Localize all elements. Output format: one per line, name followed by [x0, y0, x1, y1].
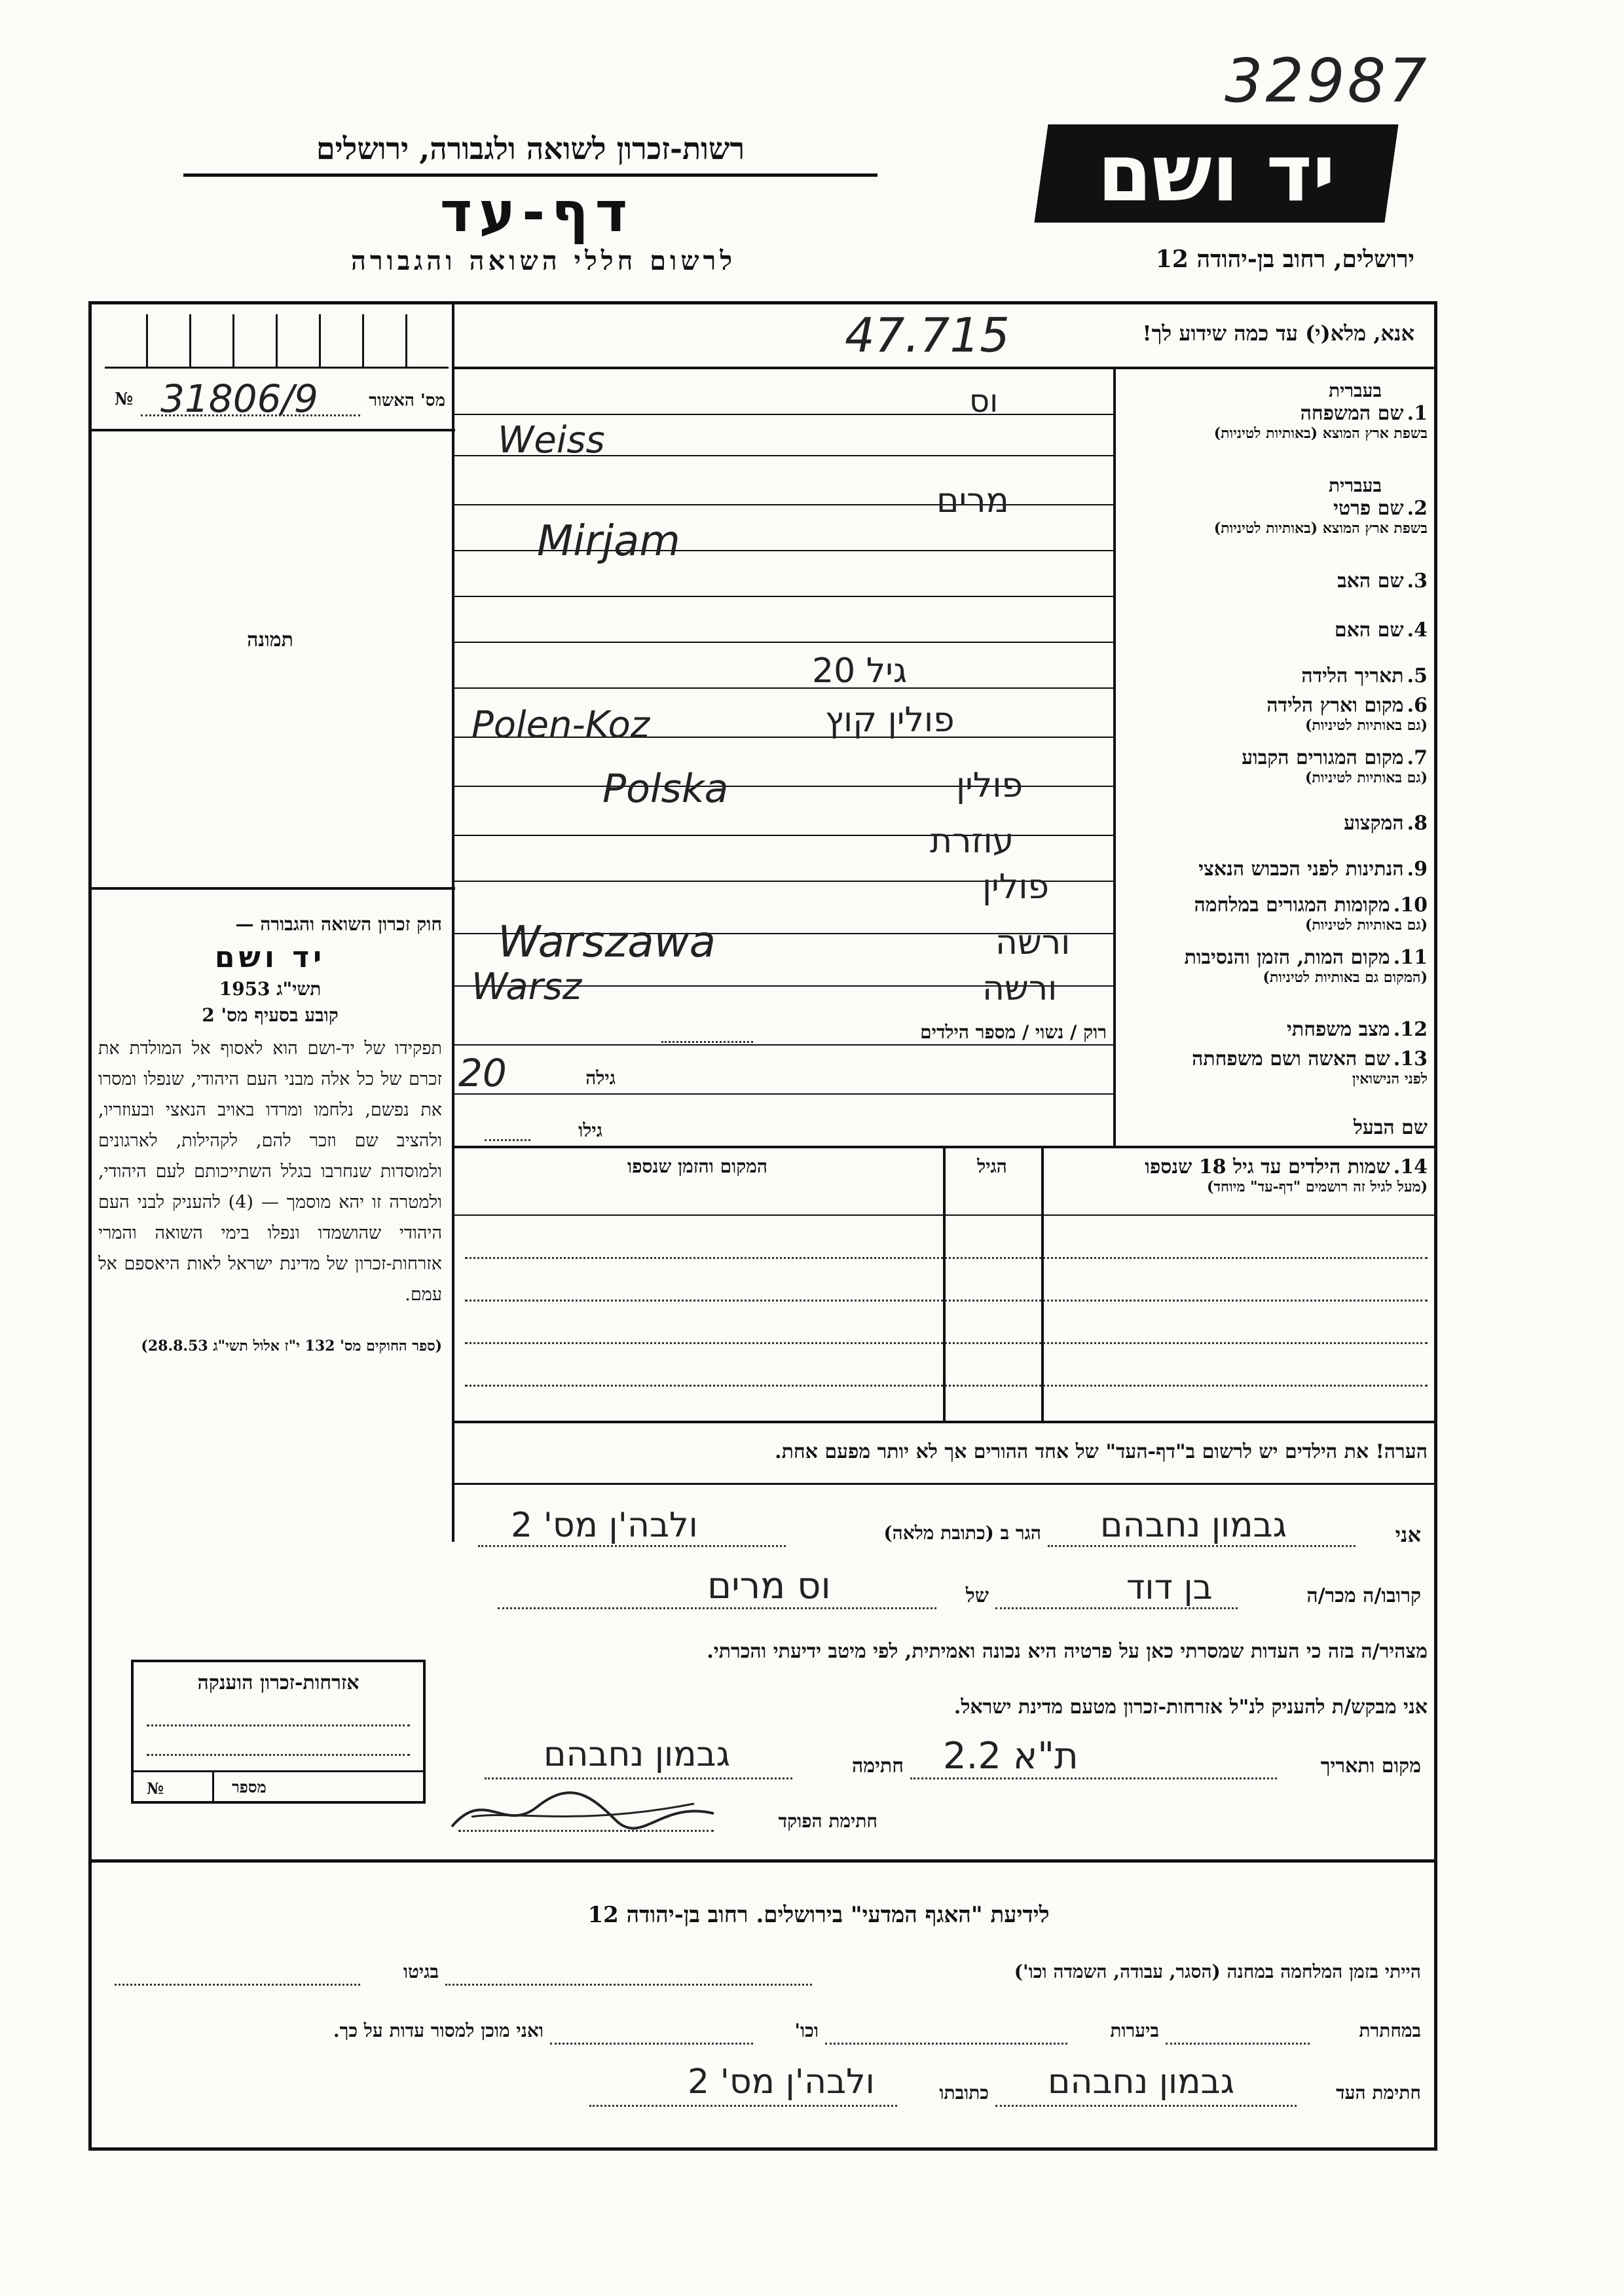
- law-box: [98, 913, 442, 1357]
- registration-no-mark: №: [115, 390, 134, 409]
- children-col-age: הגיל: [977, 1156, 1007, 1177]
- footer-address-value[interactable]: ולבה'ן מס' 2: [688, 2062, 875, 2102]
- q4-label: 4. שם האם: [1334, 619, 1428, 642]
- left-column-divider: [452, 301, 454, 1542]
- registration-number[interactable]: 31806/9: [160, 376, 318, 421]
- footer-witness-value[interactable]: גבמון נחבהם: [1048, 2062, 1235, 2102]
- footer-title: לידיעת "האגף המדעי" בירושלים. רחוב בן-יהודה 12: [587, 1902, 1050, 1928]
- decl-lives-value[interactable]: ולבה'ן מס' 2: [511, 1506, 698, 1545]
- children-col-place: המקום והזמן שנספו: [627, 1156, 767, 1177]
- law-title: חוק זכרון השואה והגבורה —: [235, 913, 442, 935]
- decl-statement: מצהיר/ה בזה כי העדות שמסרתי כאן על פרטיה היא נכונה ואמיתית, לפי מיטב ידיעתי והכרתי.: [707, 1640, 1428, 1663]
- law-text: תפקידו של יד-ושם הוא לאסוף אל המולדת את זכרם של כל אלה מבני העם היהודי, שנפלו ומסרו את נפשם, נלחמו ומרדו באויב הנאצי ובעוזריו, ולהציב שם וזכר להם, לקהילות, לארגונים ולמוסדות שנחרבו בגלל השתייכותם לעם היהודי, ולמטרה זו יהא מוסמך — (4) להעניק לבני העם היהודי שהושמדו ונפלו בימי השואה והמרי אזרחות-זכרון של מדינת ישראל לאות היאספם אל עמם.: [98, 1038, 442, 1305]
- q12-label: 12. מצב משפחתי: [1287, 1018, 1428, 1041]
- decl-of-label: של: [965, 1584, 989, 1607]
- q7-label: 7. מקום המגורים הקבוע (גם באותיות לטיניות): [1242, 746, 1428, 786]
- decl-relative-label: קרובו/ה מכר/ה: [1306, 1584, 1421, 1607]
- file-number: 32987: [1225, 46, 1430, 116]
- handwritten-top-number: 47.715: [845, 308, 1010, 363]
- q13-label: 13. שם האשה ושם משפחתה לפני הנישואין: [1192, 1048, 1428, 1087]
- q7-value-latin[interactable]: Polska: [602, 766, 729, 812]
- q10-label: 10. מקומות המגורים במלחמה (גם באותיות לטיניות): [1194, 894, 1428, 934]
- law-source: (ספר החוקים מס' 132 י"ז אלול תשי"ג 28.8.53): [141, 1338, 442, 1355]
- q10-value-latin[interactable]: Warszawa: [498, 917, 716, 967]
- registration-row: [115, 376, 445, 422]
- citizenship-box: [131, 1660, 426, 1804]
- q6-label: 6. מקום וארץ הלידה (גם באותיות לטיניות): [1266, 694, 1428, 734]
- instruction-bottom-line: [452, 367, 1437, 369]
- law-clause: קובע בסעיף מס' 2: [202, 1004, 339, 1026]
- footer-address-label: כתובתו: [939, 2082, 989, 2104]
- citizenship-no-mark: №: [147, 1779, 164, 1798]
- q2-value-latin[interactable]: Mirjam: [537, 517, 680, 566]
- registration-tick-boxes: [105, 314, 449, 369]
- decl-lives-label: הגר ב (כתובת מלאה): [883, 1522, 1041, 1544]
- q9-label: 9. הנתינות לפני הכבוש הנאצי: [1198, 858, 1428, 881]
- decl-place-date-value[interactable]: ת"א 2.2: [943, 1735, 1079, 1777]
- footer-etc-label: וכו': [794, 2020, 819, 2041]
- org-line: רשות-זכרון לשואה ולגבורה, ירושלים: [316, 131, 745, 166]
- husband-label: שם הבעל: [1353, 1116, 1428, 1139]
- q12-status-options[interactable]: רוק / נשוי / מספר הילדים: [920, 1021, 1107, 1043]
- page-subtitle: לרשום חללי השואה והגבורה: [350, 246, 737, 276]
- law-logo: יד ושם: [214, 941, 326, 974]
- q2-label: בעברית 2. שם פרטי בשפת ארץ המוצא (באותיות לטיניות): [1213, 475, 1428, 537]
- q11-value-latin[interactable]: Warsz: [471, 966, 582, 1008]
- q1-value-hebrew[interactable]: וס: [969, 383, 999, 420]
- citizenship-number-label: מספר: [232, 1777, 267, 1796]
- footer-testify-label: ואני מוכן למסור עדות על כך.: [333, 2020, 544, 2041]
- decl-officer-label: חתימת הפוקד: [778, 1810, 877, 1832]
- decl-request: אני מבקש/ת להעניק לנ"ל אזרחות-זכרון מטעם מדינת ישראל.: [953, 1696, 1428, 1719]
- q13-age-value[interactable]: 20: [458, 1051, 507, 1095]
- q2-value-hebrew[interactable]: מרים: [936, 481, 1009, 520]
- form-instruction: אנא, מלא(י) עד כמה שידוע לך!: [1142, 321, 1414, 346]
- decl-place-date-label: מקום ותאריך: [1320, 1755, 1421, 1777]
- logo-text: יד ושם: [1097, 128, 1336, 219]
- questions-divider: [1113, 367, 1116, 1146]
- org-underline: [183, 173, 877, 177]
- registration-label: מס' האשור: [369, 391, 445, 410]
- q5-value[interactable]: גיל 20: [812, 651, 908, 691]
- page-title: דף-עד: [439, 180, 635, 244]
- citizenship-title: אזרחות-זכרון הוענקה: [197, 1671, 360, 1694]
- footer-ghetto-label: בגיטו: [403, 1961, 439, 1982]
- q11-label: 11. מקום המות, הזמן והנסיבות (המקום גם באותיות לטיניות): [1184, 946, 1428, 986]
- children-note: הערה! את הילדים יש לרשום ב"דף-העד" של אחד ההורים אך לא יותר מפעם אחת.: [775, 1440, 1428, 1463]
- q1-value-latin[interactable]: Weiss: [498, 419, 605, 462]
- q9-value[interactable]: פולין: [982, 867, 1049, 907]
- q10-value-hebrew[interactable]: ורשה: [995, 923, 1071, 962]
- photo-top-line: [88, 429, 455, 431]
- decl-of-value[interactable]: וס מרים: [707, 1565, 831, 1607]
- decl-i-value[interactable]: גבמון נחבהם: [1100, 1506, 1287, 1545]
- footer-forests-label: ביערות: [1110, 2020, 1159, 2041]
- yad-vashem-logo: [1034, 124, 1398, 223]
- header-address: ירושלים, רחוב בן-יהודה 12: [1155, 246, 1414, 273]
- q6-value-latin[interactable]: Polen-Koz: [471, 704, 650, 746]
- decl-relative-value[interactable]: בן דוד: [1126, 1568, 1213, 1607]
- q14-label: 14. שמות הילדים עד גיל 18 שנספו (מעל לגיל זה רושמים "דף-עד" מיוחד): [1145, 1156, 1428, 1195]
- q8-label: 8. המקצוע: [1344, 812, 1428, 835]
- footer-divider: [88, 1859, 1437, 1863]
- photo-label: תמונה: [247, 629, 293, 651]
- decl-i-label: אני: [1395, 1522, 1421, 1547]
- footer-underground-label: במחתרת: [1359, 2020, 1421, 2041]
- q1-label: בעברית 1. שם המשפחה בשפת ארץ המוצא (באותיות לטיניות): [1213, 380, 1428, 442]
- footer-camp-label: הייתי בזמן המלחמה במחנה (הסגר, עבודה, השמדה וכו'): [1014, 1961, 1421, 1982]
- q11-value-hebrew[interactable]: ורשה: [982, 969, 1058, 1008]
- q13-age-label: גילה: [585, 1067, 616, 1089]
- q8-value[interactable]: עוזרת: [930, 822, 1014, 861]
- husband-age-label: גילו: [578, 1120, 602, 1141]
- footer-witness-label: חתימת העד: [1336, 2082, 1421, 2104]
- law-year: תשי"ג 1953: [219, 978, 322, 1000]
- q7-value-hebrew[interactable]: פולין: [956, 766, 1023, 805]
- decl-signature-value[interactable]: גבמון נחבהם: [544, 1735, 731, 1774]
- q5-label: 5. תאריך הלידה: [1301, 665, 1428, 687]
- questions-bottom-line: [454, 1146, 1437, 1148]
- q6-value-hebrew[interactable]: פולין קוץ: [825, 701, 955, 740]
- decl-signature-label: חתימה: [852, 1755, 904, 1777]
- photo-bottom-line: [88, 887, 455, 890]
- q3-label: 3. שם האב: [1337, 570, 1428, 592]
